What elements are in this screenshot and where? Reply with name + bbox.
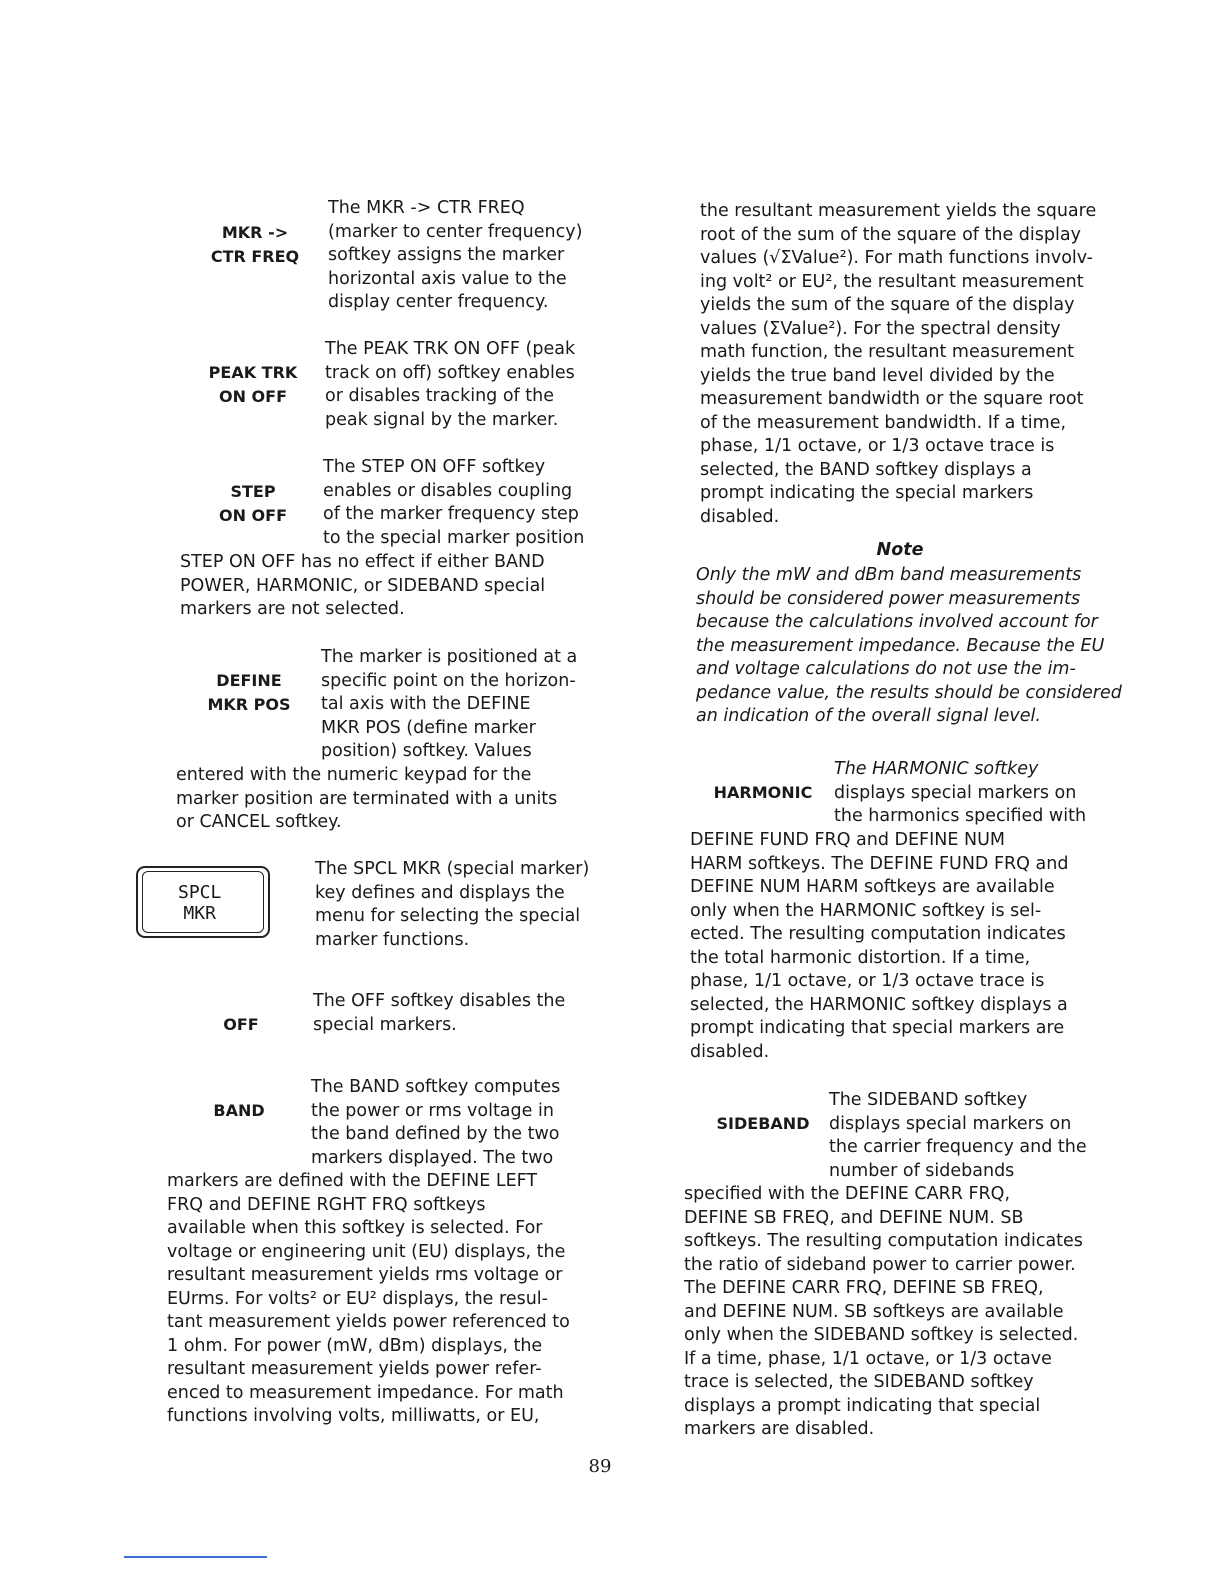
text-line: menu for selecting the special	[315, 906, 581, 926]
text-line: ing volt² or EU², the resultant measurement	[700, 271, 1084, 292]
footer-rule	[124, 1556, 267, 1558]
text-line: prompt indicating that special markers are	[690, 1018, 1065, 1038]
text-line: the carrier frequency and the	[829, 1137, 1087, 1157]
text-line: softkeys. The resulting computation indicates	[684, 1231, 1083, 1251]
softkey-label-mkr-ctr-freq	[200, 221, 310, 269]
spcl-mkr-key-icon	[136, 866, 270, 938]
softkey-label-line: STEP	[230, 482, 276, 501]
text-line: horizontal axis value to the	[328, 268, 567, 289]
note-title: Note	[876, 540, 924, 560]
text-line: ected. The resulting computation indicates	[690, 924, 1066, 944]
softkey-label-line: HARMONIC	[713, 783, 813, 802]
text-line: MKR POS (define marker	[321, 717, 536, 738]
off-description	[313, 990, 565, 1037]
softkey-label-peak-trk	[198, 361, 308, 409]
text-line: and DEFINE NUM. SB softkeys are available	[684, 1301, 1064, 1322]
text-line: The SIDEBAND softkey	[829, 1090, 1028, 1110]
text-line: displays a prompt indicating that special	[684, 1395, 1041, 1416]
text-line: DEFINE NUM HARM softkeys are available	[690, 877, 1055, 897]
text-line: POWER, HARMONIC, or SIDEBAND special	[180, 575, 546, 596]
text-line: displays special markers on	[829, 1113, 1072, 1134]
text-line: the resultant measurement yields the square	[700, 201, 1097, 221]
spcl-mkr-description	[315, 858, 589, 952]
define-mkr-pos-description	[321, 646, 577, 764]
text-line: The SPCL MKR (special marker)	[315, 859, 590, 879]
text-line: selected, the HARMONIC softkey displays a	[690, 994, 1068, 1015]
text-line: math function, the resultant measurement	[700, 342, 1075, 362]
softkey-label-define-mkr-pos	[194, 669, 304, 717]
text-line: disabled.	[700, 506, 780, 527]
text-line: softkey assigns the marker	[328, 245, 565, 265]
text-line: or disables tracking of the	[325, 386, 555, 406]
text-line: peak signal by the marker.	[325, 409, 559, 430]
text-line: DEFINE FUND FRQ and DEFINE NUM	[690, 830, 1005, 850]
text-line: of the marker frequency step	[323, 504, 579, 524]
page-number: 89	[588, 1456, 612, 1477]
softkey-label-line: BAND	[213, 1101, 265, 1120]
text-line: markers are not selected.	[180, 599, 405, 619]
band-description	[311, 1076, 560, 1170]
text-line: functions involving volts, milliwatts, or EU,	[167, 1406, 540, 1426]
text-line: markers displayed. The two	[311, 1147, 554, 1168]
text-line: available when this softkey is selected. For	[167, 1218, 543, 1238]
softkey-label-line: MKR POS	[207, 695, 291, 714]
step-continuation	[180, 551, 545, 622]
text-line: markers are disabled.	[684, 1419, 875, 1439]
text-line: The STEP ON OFF softkey	[323, 457, 546, 477]
text-line: root of the sum of the square of the display	[700, 224, 1081, 245]
text-line: the total harmonic distortion. If a time,	[690, 947, 1031, 968]
text-line: tant measurement yields power referenced to	[167, 1312, 570, 1332]
softkey-label-line: ON OFF	[218, 506, 288, 525]
text-line: (marker to center frequency)	[328, 221, 583, 242]
text-line: position) softkey. Values	[321, 741, 532, 761]
note-body	[696, 564, 1122, 729]
text-line: the harmonics specified with	[834, 806, 1087, 826]
softkey-label-line: CTR FREQ	[210, 247, 300, 266]
text-line: trace is selected, the SIDEBAND softkey	[684, 1372, 1034, 1392]
softkey-label-step	[198, 480, 308, 528]
softkey-label-off	[186, 1013, 296, 1037]
text-line: the measurement impedance. Because the EU	[696, 635, 1105, 656]
text-line: The OFF softkey disables the	[313, 991, 566, 1011]
text-line: resultant measurement yields power refer-	[167, 1359, 542, 1379]
text-line: the band defined by the two	[311, 1124, 560, 1144]
text-line: only when the SIDEBAND softkey is selected.	[684, 1325, 1079, 1345]
text-line: STEP ON OFF has no effect if either BAND	[180, 552, 545, 572]
text-line: enced to measurement impedance. For math	[167, 1382, 564, 1403]
text-line: number of sidebands	[829, 1160, 1015, 1181]
softkey-label-band	[184, 1099, 294, 1123]
mkr-ctr-freq-description	[328, 197, 582, 315]
text-line: 1 ohm. For power (mW, dBm) displays, the	[167, 1335, 543, 1356]
text-line: markers are defined with the DEFINE LEFT	[167, 1171, 538, 1191]
define-mkr-pos-continuation	[176, 764, 557, 835]
softkey-label-sideband	[700, 1112, 826, 1136]
spcl-mkr-key-label	[178, 882, 221, 924]
harmonic-description	[834, 758, 1086, 829]
text-line: resultant measurement yields rms voltage or	[167, 1265, 563, 1285]
text-line: values (ΣValue²). For the spectral density	[700, 318, 1061, 339]
text-line: The MKR -> CTR FREQ	[328, 198, 525, 218]
text-line: or CANCEL softkey.	[176, 812, 342, 832]
softkey-label-line: PEAK TRK	[208, 363, 298, 382]
peak-trk-description	[325, 338, 575, 432]
text-line: the power or rms voltage in	[311, 1100, 554, 1121]
softkey-label-line: ON OFF	[218, 387, 288, 406]
text-line: phase, 1/1 octave, or 1/3 octave trace is	[700, 436, 1055, 456]
text-line: If a time, phase, 1/1 octave, or 1/3 octave	[684, 1348, 1052, 1369]
sideband-description	[829, 1089, 1087, 1183]
softkey-label-line: SIDEBAND	[716, 1114, 810, 1133]
text-line: marker functions.	[315, 929, 470, 950]
text-line: entered with the numeric keypad for the	[176, 765, 532, 785]
text-line: EUrms. For volts² or EU² displays, the resul-	[167, 1288, 548, 1309]
step-description	[323, 456, 584, 550]
softkey-label-line: DEFINE	[216, 671, 282, 690]
text-line: voltage or engineering unit (EU) displays, the	[167, 1241, 566, 1262]
text-line: and voltage calculations do not use the im-	[696, 659, 1076, 679]
softkey-label-line: MKR ->	[221, 223, 289, 242]
text-line: because the calculations involved account for	[696, 612, 1098, 632]
text-line: display center frequency.	[328, 292, 549, 312]
text-line: The BAND softkey computes	[311, 1077, 561, 1097]
text-line: of the measurement bandwidth. If a time,	[700, 412, 1067, 433]
text-line: The marker is positioned at a	[321, 647, 578, 667]
band-continuation-right	[700, 200, 1096, 529]
text-line: The DEFINE CARR FRQ, DEFINE SB FREQ,	[684, 1278, 1044, 1298]
text-line: phase, 1/1 octave, or 1/3 octave trace is	[690, 971, 1045, 991]
text-line: yields the true band level divided by the	[700, 365, 1055, 386]
text-line: only when the HARMONIC softkey is sel-	[690, 900, 1042, 921]
text-line: tal axis with the DEFINE	[321, 694, 531, 714]
text-line: specified with the DEFINE CARR FRQ,	[684, 1184, 1011, 1204]
text-line: marker position are terminated with a units	[176, 788, 558, 809]
text-line: to the special marker position	[323, 527, 585, 548]
text-line: measurement bandwidth or the square root	[700, 389, 1084, 409]
text-line: an indication of the overall signal level.	[696, 706, 1041, 726]
text-line: yields the sum of the square of the display	[700, 295, 1075, 315]
text-line: disabled.	[690, 1041, 770, 1062]
sideband-continuation	[684, 1183, 1083, 1442]
text-line: track on off) softkey enables	[325, 362, 575, 383]
text-line: The HARMONIC softkey	[834, 759, 1039, 779]
text-line: enables or disables coupling	[323, 480, 573, 501]
band-continuation	[167, 1170, 570, 1429]
text-line: pedance value, the results should be considered	[696, 682, 1122, 703]
text-line: special markers.	[313, 1014, 457, 1035]
softkey-label-harmonic	[700, 781, 826, 805]
harmonic-continuation	[690, 829, 1068, 1064]
text-line: specific point on the horizon-	[321, 670, 576, 691]
softkey-label-line: OFF	[223, 1015, 259, 1034]
text-line: the ratio of sideband power to carrier power.	[684, 1254, 1076, 1275]
text-line: selected, the BAND softkey displays a	[700, 459, 1032, 480]
text-line: HARM softkeys. The DEFINE FUND FRQ and	[690, 853, 1069, 874]
text-line: FRQ and DEFINE RGHT FRQ softkeys	[167, 1194, 486, 1215]
text-line: prompt indicating the special markers	[700, 483, 1034, 503]
text-line: key defines and displays the	[315, 882, 565, 903]
text-line: Only the mW and dBm band measurements	[696, 565, 1082, 585]
text-line: MKR	[183, 903, 216, 924]
text-line: SPCL	[178, 882, 222, 903]
text-line: displays special markers on	[834, 782, 1077, 803]
text-line: DEFINE SB FREQ, and DEFINE NUM. SB	[684, 1207, 1024, 1228]
text-line: The PEAK TRK ON OFF (peak	[325, 339, 576, 359]
text-line: should be considered power measurements	[696, 588, 1081, 609]
text-line: values (√ΣValue²). For math functions involv-	[700, 248, 1093, 268]
